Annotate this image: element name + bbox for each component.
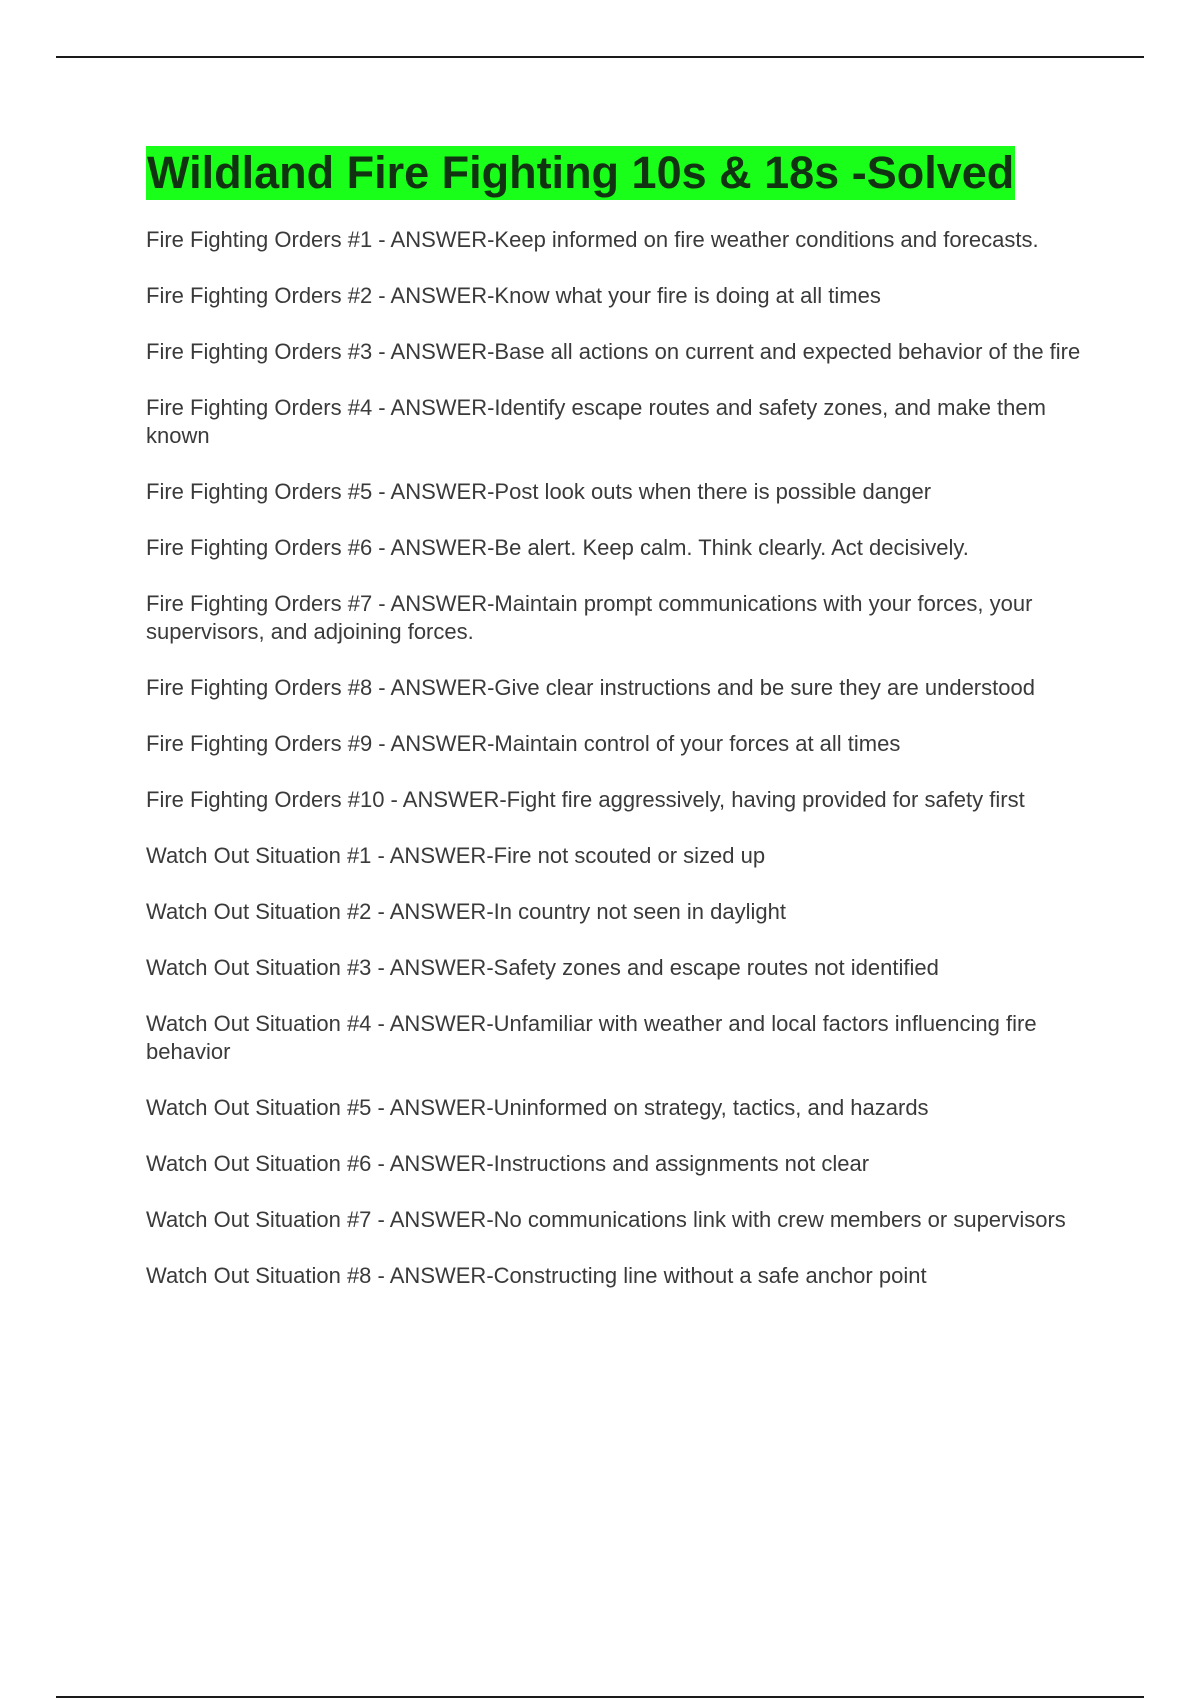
qa-item-watch-out-7: Watch Out Situation #7 - ANSWER-No communications link with crew members or supervisors (146, 1207, 1066, 1232)
qa-item-fire-order-6: Fire Fighting Orders #6 - ANSWER-Be alert. Keep calm. Think clearly. Act decisively. (146, 535, 969, 560)
bottom-rule (56, 1696, 1144, 1698)
qa-item-fire-order-2: Fire Fighting Orders #2 - ANSWER-Know what your fire is doing at all times (146, 283, 881, 308)
qa-item-fire-order-4: Fire Fighting Orders #4 - ANSWER-Identify escape routes and safety zones, and make them known (146, 395, 1046, 448)
qa-item-watch-out-1: Watch Out Situation #1 - ANSWER-Fire not scouted or sized up (146, 843, 766, 868)
document-title: Wildland Fire Fighting 10s & 18s -Solved (147, 147, 1015, 198)
qa-list (146, 226, 1096, 1290)
qa-item-watch-out-6: Watch Out Situation #6 - ANSWER-Instructions and assignments not clear (146, 1151, 870, 1176)
document-body (146, 146, 1096, 1318)
qa-item-fire-order-9: Fire Fighting Orders #9 - ANSWER-Maintain control of your forces at all times (146, 731, 901, 756)
qa-item-watch-out-4: Watch Out Situation #4 - ANSWER-Unfamiliar with weather and local factors influencing fire behavior (146, 1011, 1037, 1064)
qa-item-fire-order-10: Fire Fighting Orders #10 - ANSWER-Fight fire aggressively, having provided for safety first (146, 787, 1025, 812)
qa-item-fire-order-5: Fire Fighting Orders #5 - ANSWER-Post look outs when there is possible danger (146, 479, 932, 504)
top-rule (56, 56, 1144, 58)
qa-item-fire-order-3: Fire Fighting Orders #3 - ANSWER-Base all actions on current and expected behavior of the fire (146, 339, 1081, 364)
qa-item-fire-order-1: Fire Fighting Orders #1 - ANSWER-Keep informed on fire weather conditions and forecasts. (146, 227, 1039, 252)
qa-item-fire-order-8: Fire Fighting Orders #8 - ANSWER-Give clear instructions and be sure they are understood (146, 675, 1035, 700)
qa-item-watch-out-8: Watch Out Situation #8 - ANSWER-Constructing line without a safe anchor point (146, 1263, 927, 1288)
qa-item-watch-out-3: Watch Out Situation #3 - ANSWER-Safety zones and escape routes not identified (146, 955, 939, 980)
qa-item-watch-out-2: Watch Out Situation #2 - ANSWER-In country not seen in daylight (146, 899, 786, 924)
qa-item-watch-out-5: Watch Out Situation #5 - ANSWER-Uninformed on strategy, tactics, and hazards (146, 1095, 929, 1120)
qa-item-fire-order-7: Fire Fighting Orders #7 - ANSWER-Maintain prompt communications with your forces, your supervisors, and adjoining forces. (146, 591, 1033, 644)
